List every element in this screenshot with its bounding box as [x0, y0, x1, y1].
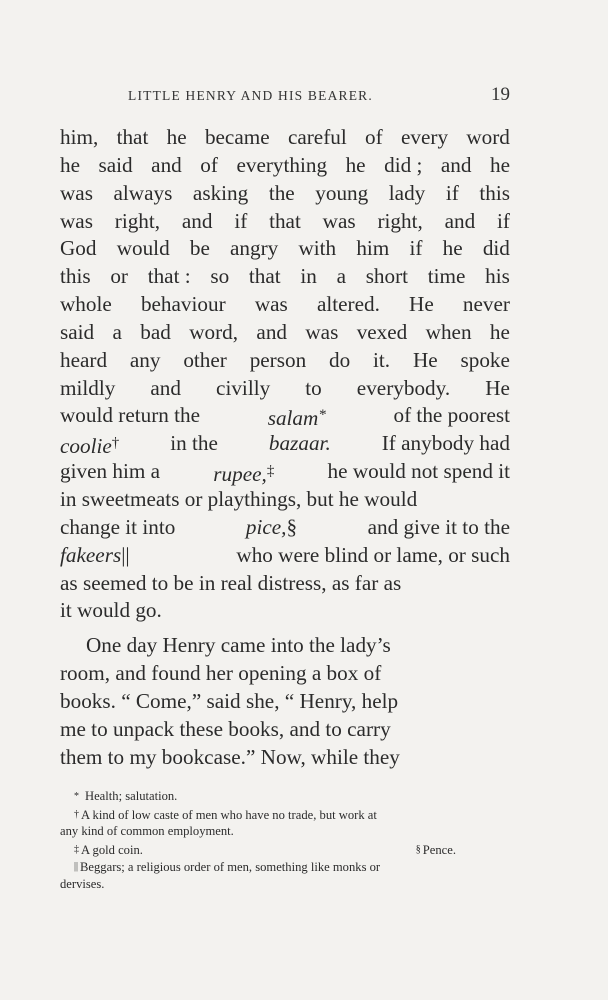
page-number: 19	[491, 84, 510, 105]
running-head	[60, 84, 510, 108]
word: was	[60, 208, 93, 233]
word: he	[442, 236, 463, 261]
body-line-13: given him a rupee,‡ he would not spend it	[60, 459, 510, 487]
word: if	[234, 208, 248, 233]
body-line-2	[60, 152, 510, 180]
word-salam: salam	[267, 406, 319, 431]
word: everything	[236, 152, 328, 177]
word: in	[300, 264, 317, 289]
body-line-21: books. “ Come,” said she, “ Henry, help	[60, 688, 399, 713]
word: behaviour	[140, 292, 226, 317]
word: civilly	[216, 375, 271, 400]
word: and	[256, 319, 288, 344]
body-line-20: room, and found her opening a box of	[60, 661, 382, 686]
body-line-6	[60, 263, 510, 291]
body-line-23: them to my bookcase.” Now, while they	[60, 744, 400, 769]
word: a	[336, 264, 346, 289]
word: it.	[373, 347, 391, 372]
footnote-3-4	[60, 841, 510, 859]
word: whole	[60, 292, 112, 317]
word: would	[116, 236, 170, 261]
footnote-ref-3: ‡	[266, 463, 275, 480]
word: if	[409, 236, 423, 261]
word: he	[60, 152, 80, 177]
body-text	[60, 124, 510, 771]
word: if	[445, 180, 459, 205]
word: that	[269, 208, 301, 233]
word: heard	[60, 347, 108, 372]
word-rupee: rupee,	[213, 462, 267, 487]
running-title: LITTLE HENRY AND HIS BEARER.	[128, 88, 373, 103]
word-pice: pice,	[245, 514, 287, 539]
word: careful	[287, 125, 347, 149]
body-line-12: coolie† in the bazaar. If anybody had	[60, 431, 510, 459]
word: everybody.	[356, 375, 451, 400]
word: this	[479, 180, 510, 205]
body-line-8	[60, 319, 510, 347]
word: bad	[140, 319, 171, 344]
word: He	[412, 347, 438, 372]
word: became	[204, 125, 270, 149]
footnotes	[60, 788, 510, 894]
word: vexed	[356, 319, 408, 344]
word: that	[248, 264, 281, 289]
word: or	[110, 264, 128, 289]
word: right,	[114, 208, 161, 233]
word: said	[60, 319, 95, 344]
word: asking	[192, 180, 249, 205]
word: do	[329, 347, 351, 372]
word: and	[181, 208, 213, 233]
body-line-17: as seemed to be in real distress, as far as	[60, 570, 402, 595]
word: did	[482, 236, 510, 261]
word: said	[98, 152, 133, 177]
body-line-3	[60, 180, 510, 208]
word: young	[315, 180, 369, 205]
footnote-3: ‡ A gold coin.	[74, 842, 143, 857]
word: that	[116, 125, 149, 149]
word: other	[183, 347, 227, 372]
word: did ;	[384, 152, 423, 177]
word: and	[440, 152, 472, 177]
body-line-14: in sweetmeats or playthings, but he would	[60, 486, 418, 511]
word: of	[200, 152, 218, 177]
word: him,	[60, 125, 99, 149]
word: right,	[377, 208, 423, 233]
word: of	[365, 125, 383, 149]
word: was	[60, 180, 93, 205]
word: he	[489, 319, 510, 344]
word: mildly	[60, 375, 116, 400]
word: He	[485, 375, 510, 400]
body-line-16: fakeers|| who were blind or lame, or such	[60, 542, 510, 567]
footnote-2-line-1: † A kind of low caste of men who have no trade, but work at	[74, 807, 377, 822]
word: and	[444, 208, 476, 233]
footnote-4: § Pence.	[415, 842, 456, 857]
word: he	[345, 152, 366, 177]
body-line-9	[60, 347, 510, 375]
body-line-7	[60, 291, 510, 319]
word: with	[298, 236, 337, 261]
body-line-5	[60, 235, 510, 263]
footnote-5-line-1: || Beggars; a religious order of men, something like monks or	[74, 860, 381, 875]
word: was	[254, 292, 288, 317]
word: he	[489, 152, 510, 177]
body-line-11: would return the salam* of the poorest	[60, 403, 510, 431]
word: and	[151, 152, 182, 177]
body-line-18: it would go.	[60, 598, 162, 623]
footnote-5-line-2: dervises.	[60, 876, 105, 891]
footnote-2-line-2: any kind of common employment.	[60, 824, 234, 839]
word: angry	[230, 236, 279, 261]
word: was	[305, 319, 339, 344]
body-line-10	[60, 375, 510, 403]
word: and	[150, 375, 181, 400]
footnote-ref-4: §	[286, 514, 298, 539]
word: word	[466, 125, 510, 149]
word: spoke	[460, 347, 510, 372]
body-simple-lines	[60, 124, 510, 402]
word-bazaar: bazaar.	[268, 431, 331, 456]
word: person	[249, 347, 307, 372]
word: a	[112, 319, 122, 344]
word: short	[365, 264, 409, 289]
word: was	[322, 208, 356, 233]
word: when	[425, 319, 472, 344]
word: the	[268, 180, 295, 205]
word-coolie: coolie	[60, 434, 112, 459]
word: him	[356, 236, 390, 261]
word: God	[60, 236, 97, 261]
word: always	[113, 180, 173, 205]
word: this	[60, 264, 91, 289]
word-fakeers: fakeers	[60, 542, 122, 567]
body-line-1	[60, 124, 510, 152]
word: any	[129, 347, 161, 372]
footnote-ref-1: *	[318, 407, 326, 424]
word: that :	[147, 264, 191, 289]
body-line-19: One day Henry came into the lady’s	[86, 633, 391, 658]
body-line-22: me to unpack these books, and to carry	[60, 716, 391, 741]
footnote-1: * Health; salutation.	[74, 789, 178, 803]
word: never	[462, 292, 510, 317]
word: be	[189, 236, 210, 261]
word: lady	[388, 180, 426, 205]
word: so	[210, 264, 230, 289]
word: if	[496, 208, 510, 233]
word: he	[166, 125, 187, 149]
word: to	[305, 375, 322, 400]
body-line-4	[60, 208, 510, 236]
word: word,	[189, 319, 239, 344]
word: time	[427, 264, 466, 289]
word: He	[409, 292, 434, 317]
footnote-ref-2: †	[111, 435, 120, 452]
word: altered.	[316, 292, 380, 317]
body-line-15: change it into pice,§ and give it to the	[60, 514, 510, 539]
footnote-ref-5: ||	[121, 542, 130, 567]
word: every	[401, 125, 449, 149]
word: his	[485, 264, 510, 289]
